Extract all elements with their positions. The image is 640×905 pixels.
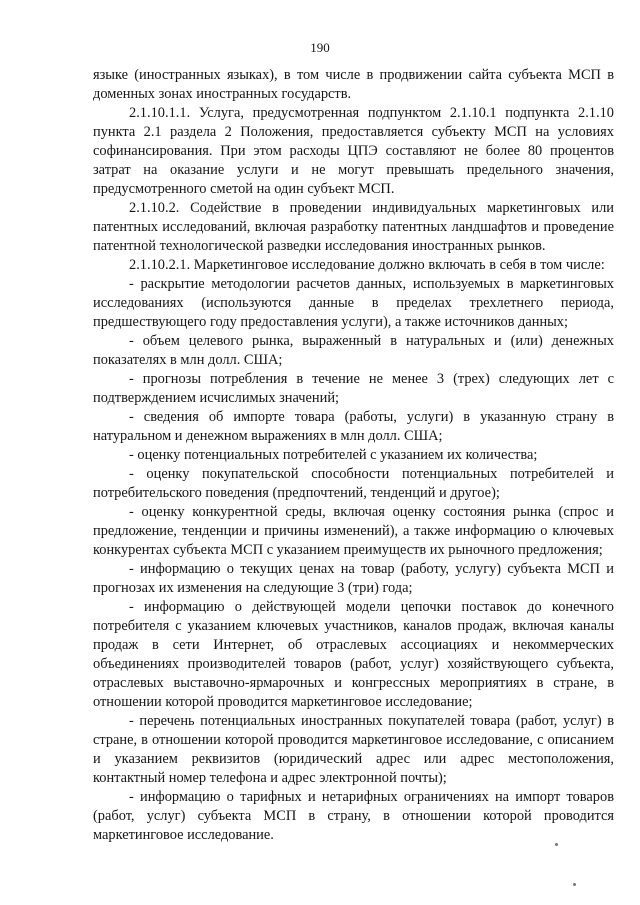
list-item: - оценку потенциальных потребителей с указанием их количества; [129,447,538,463]
paragraph: языке (иностранных языках), в том числе в продвижении сайта субъекта МСП в доменных зонах иностранных государств. [93,67,614,102]
list-item: - оценку конкурентной среды, включая оценку состояния рынка (спрос и предложение, тенденции и причины изменений), а также информацию о ключевых конкурентах субъекта МСП с указанием преимуществ их рыночного предложения; [93,504,614,558]
list-item: - прогнозы потребления в течение не менее 3 (трех) следующих лет с подтверждением исчислимых значений; [93,371,614,406]
document-body [93,66,614,845]
paragraph: 2.1.10.2.1. Маркетинговое исследование должно включать в себя в том числе: [129,257,605,273]
list-item: - информацию о тарифных и нетарифных ограничениях на импорт товаров (работ, услуг) субъекта МСП в страну, в отношении которой проводится маркетинговое исследование. [93,789,614,843]
list-item: - раскрытие методологии расчетов данных, используемых в маркетинговых исследованиях (используются данные в пределах трехлетнего периода, предшествующего году предоставления услуги), а также источников данных; [93,276,614,330]
list-item: - оценку покупательской способности потенциальных потребителей и потребительского поведения (предпочтений, тенденций и другое); [93,466,614,501]
list-item: - информацию о текущих ценах на товар (работу, услугу) субъекта МСП и прогнозах их изменения на следующие 3 (три) года; [93,561,614,596]
page-number: 190 [310,40,330,55]
list-item: - сведения об импорте товара (работы, услуги) в указанную страну в натуральном и денежном выражениях в млн долл. США; [93,409,614,444]
scan-dot [555,843,558,846]
list-item: - объем целевого рынка, выраженный в натуральных и (или) денежных показателях в млн долл. США; [93,333,614,368]
paragraph: 2.1.10.2. Содействие в проведении индивидуальных маркетинговых или патентных исследований, включая разработку патентных ландшафтов и проведение патентной технологической разведки исследования иностранных рынков. [93,200,614,254]
paragraph: 2.1.10.1.1. Услуга, предусмотренная подпунктом 2.1.10.1 подпункта 2.1.10 пункта 2.1 раздела 2 Положения, предоставляется субъекту МСП на условиях софинансирования. При этом расходы ЦПЭ составляют не более 80 процентов затрат на оказание услуги и не могут превышать предельного значения, предусмотренного сметой на один субъект МСП. [93,105,614,197]
scan-dot [573,883,576,886]
list-item: - информацию о действующей модели цепочки поставок до конечного потребителя с указанием ключевых участников, каналов продаж, включая каналы продаж в сети Интернет, об отраслевых ассоциациях и некоммерческих объединениях производителей товаров (работ, услуг) хозяйствующего субъекта, отраслевых выставочно-ярмарочных и конгрессных мероприятиях в стране, в отношении которой проводится маркетинговое исследование; [93,599,614,710]
list-item: - перечень потенциальных иностранных покупателей товара (работ, услуг) в стране, в отношении которой проводится маркетинговое исследование, с описанием и указанием реквизитов (юридический адрес или адрес местоположения, контактный номер телефона и адрес электронной почты); [93,713,614,786]
